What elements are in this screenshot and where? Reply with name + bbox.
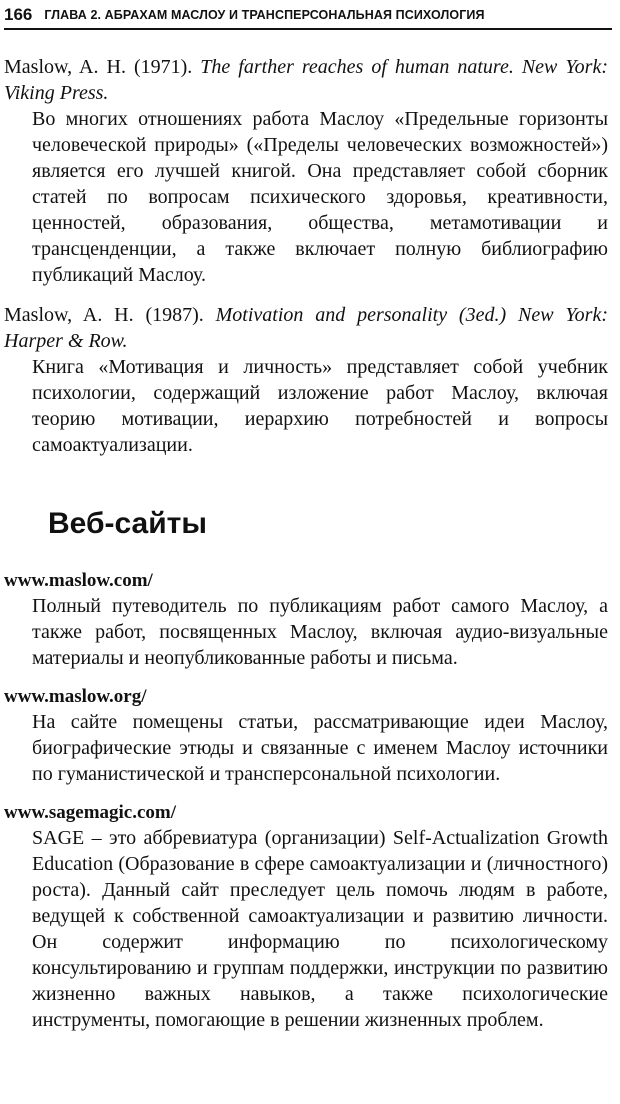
- reference-description: Книга «Мотивация и личность» представляет собой учебник психологии, содержащий изложение работ Маслоу, включая теорию мотивации, иерархию потребностей и вопросы самоактуализации.: [32, 356, 608, 456]
- website-description: SAGE – это аббревиатура (организации) Self-Actualization Growth Education (Образование в сфере самоактуализации и (личностного) роста). Данный сайт преследует цель помочь людям в работе, ведущей к собственной самоактуализации и развитию личности. Он содержит информацию по психологическому консультированию и группам поддержки, инструкции по развитию жизненно важных навыков, а также психологические инструменты, помогающие в решении жизненных проблем.: [32, 827, 608, 1031]
- reference-author: Maslow, A. H. (1971).: [4, 56, 201, 78]
- references-list: [4, 54, 608, 472]
- website-url: www.maslow.com/: [4, 570, 153, 591]
- website-entry: [4, 800, 608, 1033]
- reference-citation: [4, 302, 608, 354]
- website-description: На сайте помещены статьи, рассматривающие идеи Маслоу, биографические этюды и связанные с именем Маслоу источники по гуманистической и трансперсональной психологии.: [32, 711, 608, 785]
- website-entry: [4, 568, 608, 671]
- website-url: www.sagemagic.com/: [4, 802, 177, 823]
- reference-title: The farther reaches of human nature. New York: Viking Press.: [4, 56, 609, 104]
- reference-description: Во многих отношениях работа Маслоу «Предельные горизонты человеческой природы» («Пределы человеческих возможностей») является его лучшей книгой. Она представляет собой сборник статей по вопросам психического здоровья, креативности, ценностей, образования, общества, метамотивации и трансценденции, а также включает полную библиографию публикаций Маслоу.: [32, 108, 608, 286]
- reference-citation: [4, 54, 608, 106]
- website-description: Полный путеводитель по публикациям работ самого Маслоу, а также работ, посвященных Маслоу, включая аудио-визуальные материалы и неопубликованные работы и письма.: [32, 595, 608, 669]
- running-head: [4, 2, 612, 30]
- running-title: ГЛАВА 2. АБРАХАМ МАСЛОУ И ТРАНСПЕРСОНАЛЬНАЯ ПСИХОЛОГИЯ: [44, 8, 485, 22]
- reference-author: Maslow, A. H. (1987).: [4, 304, 216, 326]
- website-entry: [4, 684, 608, 787]
- websites-list: [4, 568, 608, 1046]
- reference-title: Motivation and personality (3ed.) New York: Harper & Row.: [4, 304, 608, 352]
- section-title: Веб-сайты: [48, 507, 207, 540]
- page-number: 166: [4, 5, 33, 24]
- reference-entry: [4, 54, 608, 288]
- reference-entry: [4, 302, 608, 458]
- website-url: www.maslow.org/: [4, 686, 147, 707]
